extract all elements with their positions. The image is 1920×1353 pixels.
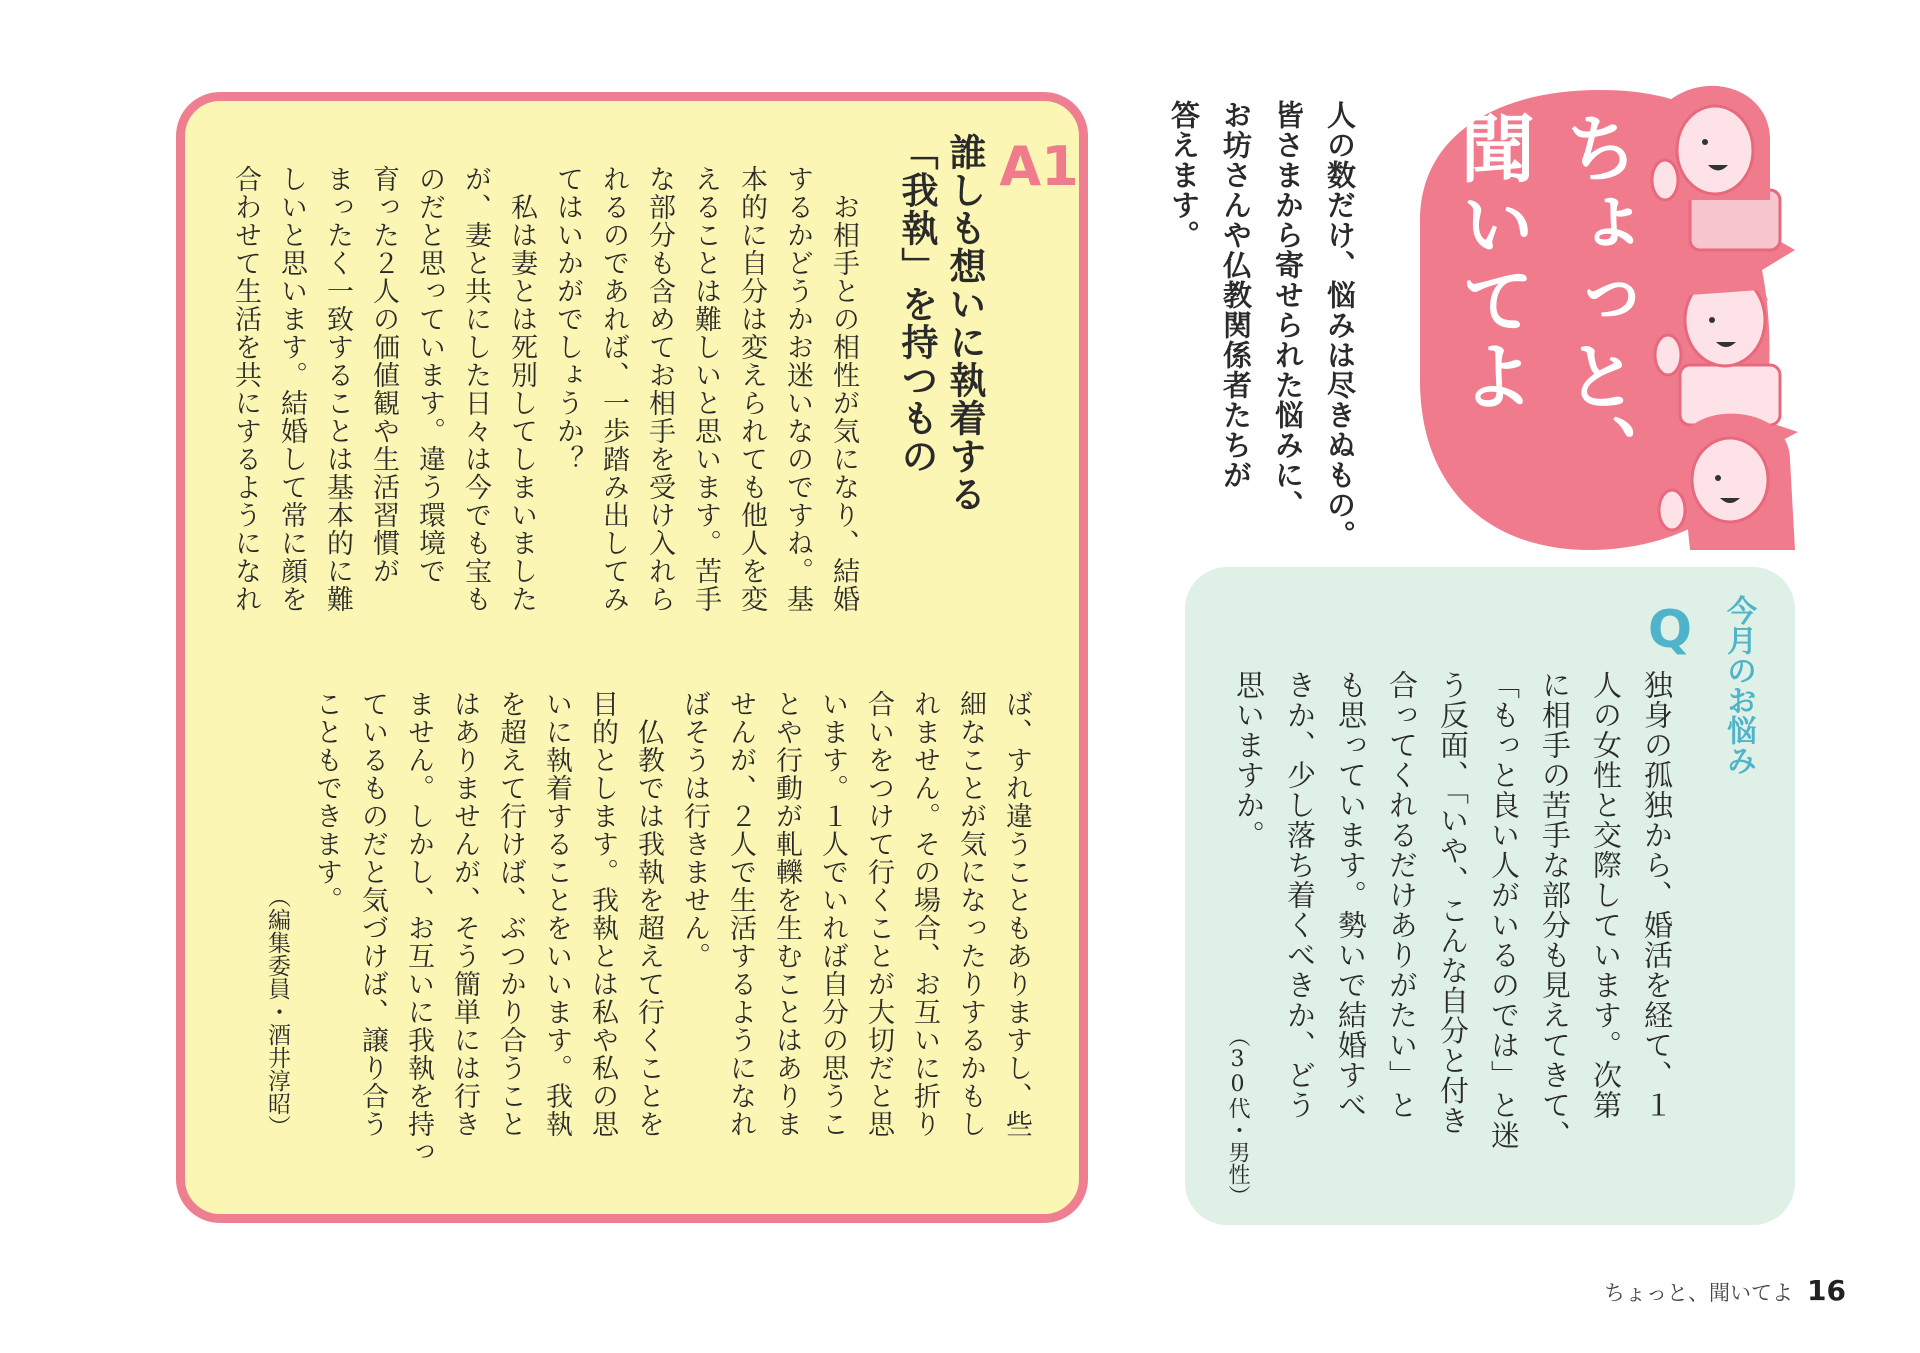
- header-title: ちょっと、 聞いてよ: [1449, 110, 1639, 490]
- answer-heading: 誰しも想いに執着する 「我執」を持つもの: [895, 133, 987, 513]
- page-number: 16: [1807, 1274, 1846, 1307]
- answer-body-lower: ば、すれ違うこともありますし、些 細なことが気になったりするかもし れません。その場合、お互いに折り 合いをつけて行くことが大切だと思 います。１人でいれば自分の思うこ とや行動が軋轢を生むことはありま せんが、２人で生活するようになれ ばそうは行きません。 仏教では我執を超えて行くことを 目的とします。我執とは私や私の思 いに執着することをいいます。我執 を超えて行けば、ぶつかり合うこと はありませんが、そう簡単には行き ません。しかし、お互いに我執を持っ ているものだと気づけば、譲り合う こともできます。: [311, 690, 1032, 1166]
- footer-title: ちょっと、聞いてよ: [1604, 1281, 1794, 1305]
- question-text: 独身の孤独から、婚活を経て、１ 人の女性と交際しています。次第 に相手の苦手な部分も見えてきて、 「もっと良い人がいるのでは」と迷 う反面、「いや、こんな自分と付き 合ってくれるだけありがたい」と も思っています。勢いで結婚すべ きか、少し落ち着くべきか、どう 思いますか。: [1232, 670, 1674, 1150]
- intro-text: 人の数だけ、悩みは尽きぬもの。 皆さまから寄せられた悩みに、 お坊さんや仏教関係者たちが 答えます。: [1167, 100, 1357, 550]
- answer-signature: （編集委員・酒井淳昭）: [264, 885, 290, 1138]
- answer-body-upper: お相手との相性が気になり、結婚 するかどうかお迷いなのですね。基 本的に自分は変えられても他人を変 えることは難しいと思います。苦手 な部分も含めてお相手を受け入れら れるのであれば、一歩踏み出してみ てはいかがでしょうか？ 私は妻とは死別してしまいました が、妻と共にした日々は今でも宝も のだと思っています。違う環境で 育った２人の価値観や生活習慣が まったく一致することは基本的に難 しいと思います。結婚して常に顔を 合わせて生活を共にするようになれ: [230, 165, 859, 613]
- page-footer: [1604, 1274, 1846, 1307]
- question-section-label: 今月のお悩み: [1721, 595, 1756, 775]
- question-label: Q: [1647, 600, 1693, 660]
- person-bottom-illustration: [1659, 414, 1795, 550]
- question-attribution: （30代・男性）: [1225, 1025, 1250, 1207]
- person-middle-illustration: [1655, 271, 1780, 426]
- person-top-illustration: [1652, 86, 1780, 250]
- answer-label: A1: [999, 135, 1079, 198]
- people-illustration: [1620, 80, 1800, 550]
